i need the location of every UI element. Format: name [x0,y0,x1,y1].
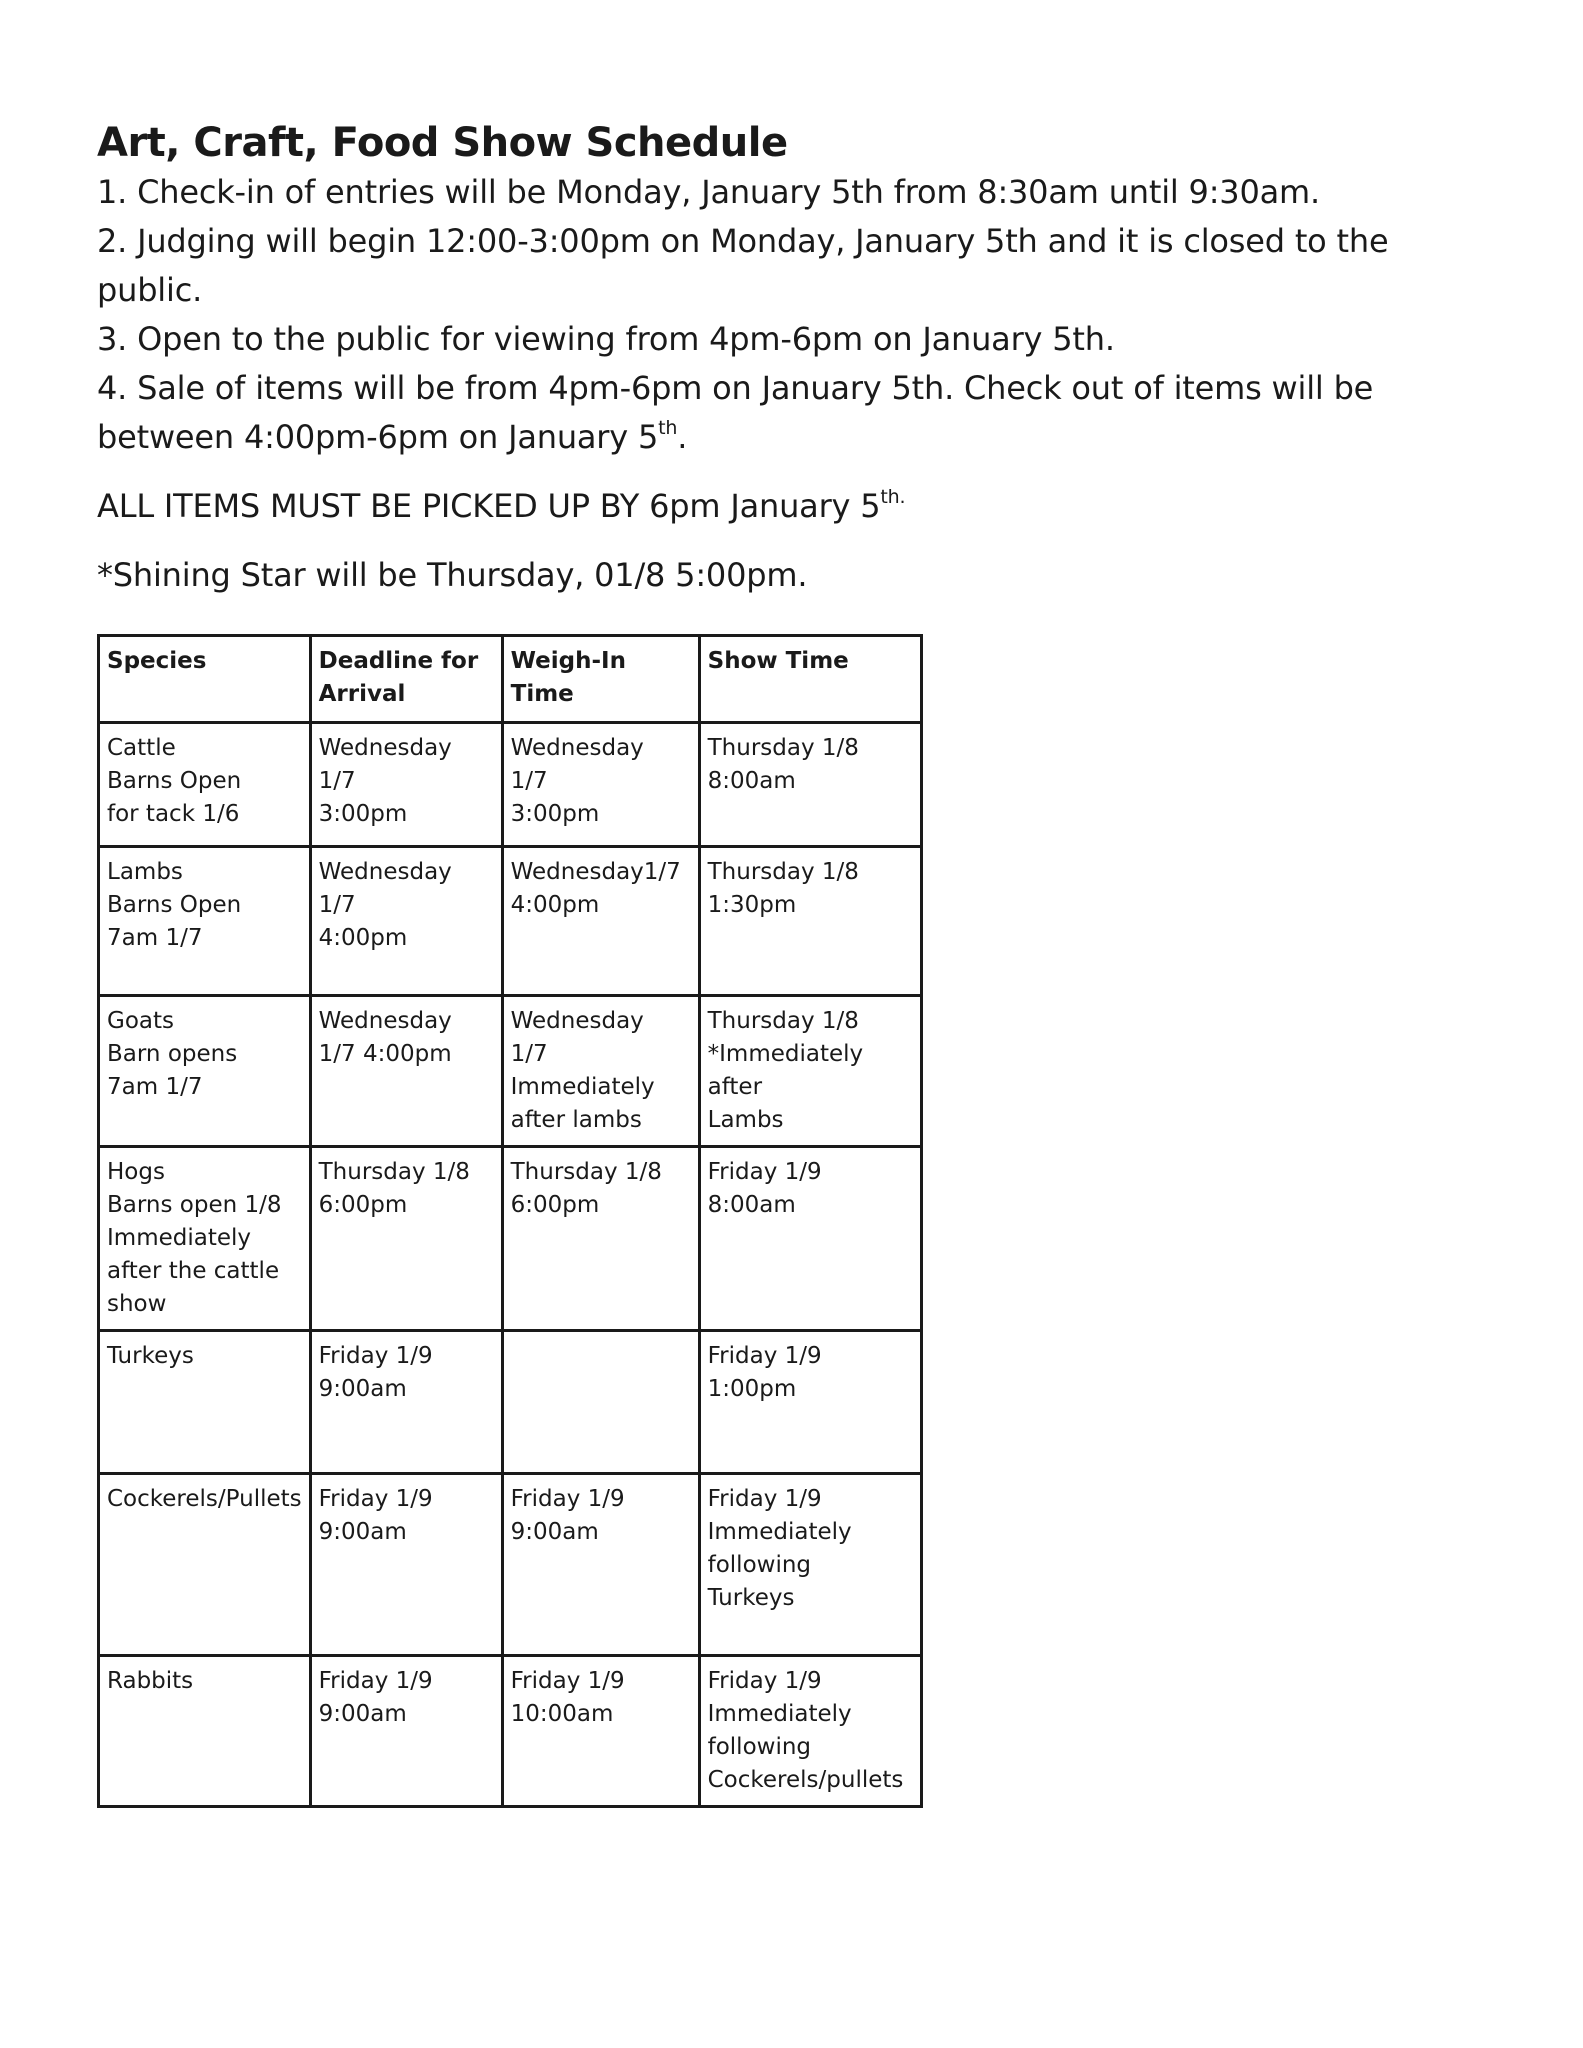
cell-line: Friday 1/9 [318,1343,433,1369]
cell-weigh-in [502,1656,699,1807]
cell-deadline [310,723,502,847]
cell-line: Barn opens [107,1041,238,1067]
cell-line: Friday 1/9 [510,1486,625,1512]
table-body [99,723,922,1807]
cell-weigh-in [502,1147,699,1331]
table-row [99,1656,922,1807]
cell-deadline [310,1474,502,1656]
cell-line: 8:00am [707,768,796,794]
cell-line: 9:00am [318,1376,407,1402]
cell-line: *Immediately [707,1041,864,1067]
cell-line: 1:00pm [707,1376,797,1402]
cell-line: Wednesday [510,1008,644,1034]
cell-line: Thursday 1/8 [318,1159,470,1185]
cell-line: Rabbits [107,1668,194,1694]
page-title: Art, Craft, Food Show Schedule [97,120,788,166]
cell-weigh-in [502,847,699,996]
cell-line: Hogs [107,1159,165,1185]
cell-weigh-in [502,723,699,847]
cell-weigh-in [502,996,699,1147]
header-show-time: Show Time [699,636,921,723]
cell-line: Wednesday [318,735,452,761]
cell-line: Friday 1/9 [318,1668,433,1694]
cell-line: 1/7 [510,768,548,794]
cell-line: 9:00am [318,1519,407,1545]
rule-end: . [677,418,688,456]
cell-species [99,847,311,996]
cell-line: Immediately [107,1225,251,1251]
rule-superscript: th [658,417,678,439]
cell-line: Cockerels/pullets [707,1767,904,1793]
cell-line: following [707,1552,812,1578]
cell-line: Thursday 1/8 [707,859,859,885]
cell-line: Barns Open [107,892,242,918]
table-row [99,1474,922,1656]
cell-line: Goats [107,1008,174,1034]
cell-line: Cockerels/Pullets [107,1486,302,1512]
cell-line: 7am 1/7 [107,1074,203,1100]
rule-item: 2. Judging will begin 12:00-3:00pm on Monday, January 5th and it is closed to the public. [97,222,1389,309]
cell-line: 1:30pm [707,892,797,918]
cell-line: Cattle [107,735,176,761]
cell-line: after the cattle [107,1258,280,1284]
cell-line: Wednesday [318,859,452,885]
table-row [99,1147,922,1331]
cell-species [99,996,311,1147]
cell-line: 1/7 4:00pm [318,1041,452,1067]
cell-deadline [310,1331,502,1474]
cell-line: Friday 1/9 [707,1668,822,1694]
cell-weigh-in [502,1474,699,1656]
cell-show-time [699,723,921,847]
cell-line: 9:00am [318,1701,407,1727]
table-row [99,996,922,1147]
header-species: Species [99,636,311,723]
cell-line: 6:00pm [510,1192,600,1218]
cell-deadline [310,996,502,1147]
cell-line: Wednesday [510,735,644,761]
cell-line: Lambs [707,1107,784,1133]
pickup-text: ALL ITEMS MUST BE PICKED UP BY 6pm January 5 [97,487,881,525]
cell-show-time [699,1331,921,1474]
cell-species [99,723,311,847]
cell-line: Friday 1/9 [318,1486,433,1512]
cell-line: Friday 1/9 [707,1486,822,1512]
cell-line: after lambs [510,1107,642,1133]
cell-show-time [699,847,921,996]
cell-line: 10:00am [510,1701,614,1727]
header-deadline: Deadline for Arrival [310,636,502,723]
cell-line: 8:00am [707,1192,796,1218]
cell-line: show [107,1291,167,1317]
shining-star-notice: *Shining Star will be Thursday, 01/8 5:00pm. [97,556,808,594]
cell-line: Immediately [707,1519,852,1545]
table-row [99,723,922,847]
rules-list [97,168,1497,462]
pickup-superscript: th. [880,486,906,508]
cell-line: Wednesday1/7 [510,859,681,885]
cell-line: 3:00pm [510,801,600,827]
cell-line: following [707,1734,812,1760]
cell-show-time [699,1147,921,1331]
cell-line: 3:00pm [318,801,408,827]
cell-line: after [707,1074,763,1100]
table-row [99,847,922,996]
cell-line: for tack 1/6 [107,801,240,827]
schedule-document [97,118,1497,600]
livestock-schedule-table [97,634,923,1808]
cell-line: 7am 1/7 [107,925,203,951]
rule-item: 1. Check-in of entries will be Monday, January 5th from 8:30am until 9:30am. [97,173,1320,211]
cell-line: Thursday 1/8 [707,735,859,761]
cell-line: 1/7 [318,768,356,794]
cell-line: Turkeys [107,1343,194,1369]
cell-line: 4:00pm [318,925,408,951]
rule-item: 3. Open to the public for viewing from 4pm-6pm on January 5th. [97,320,1115,358]
cell-line: 6:00pm [318,1192,408,1218]
cell-line: Wednesday [318,1008,452,1034]
cell-deadline [310,1656,502,1807]
cell-line: 1/7 [318,892,356,918]
cell-line: Friday 1/9 [510,1668,625,1694]
cell-weigh-in [502,1331,699,1474]
cell-show-time [699,1474,921,1656]
cell-species [99,1331,311,1474]
cell-line: Thursday 1/8 [510,1159,662,1185]
cell-line: 9:00am [510,1519,599,1545]
table-header-row [99,636,922,723]
rule-text: 4. Sale of items will be from 4pm-6pm on January 5th. Check out of items will be between 4:00pm-6pm on January 5 [97,369,1374,456]
cell-show-time [699,1656,921,1807]
header-weigh-in: Weigh-In Time [502,636,699,723]
cell-line: Lambs [107,859,183,885]
pickup-notice [97,482,1497,531]
cell-deadline [310,1147,502,1331]
rule-item [97,364,1497,462]
cell-line: Immediately [510,1074,655,1100]
cell-line: Friday 1/9 [707,1159,822,1185]
cell-line: Barns open 1/8 [107,1192,282,1218]
cell-line: Barns Open [107,768,242,794]
cell-line: Friday 1/9 [707,1343,822,1369]
cell-species [99,1656,311,1807]
cell-deadline [310,847,502,996]
cell-line: Turkeys [707,1585,795,1611]
cell-species [99,1474,311,1656]
cell-line: 1/7 [510,1041,548,1067]
cell-line: Thursday 1/8 [707,1008,859,1034]
cell-species [99,1147,311,1331]
cell-line: 4:00pm [510,892,600,918]
table-row [99,1331,922,1474]
cell-line: Immediately [707,1701,852,1727]
cell-show-time [699,996,921,1147]
